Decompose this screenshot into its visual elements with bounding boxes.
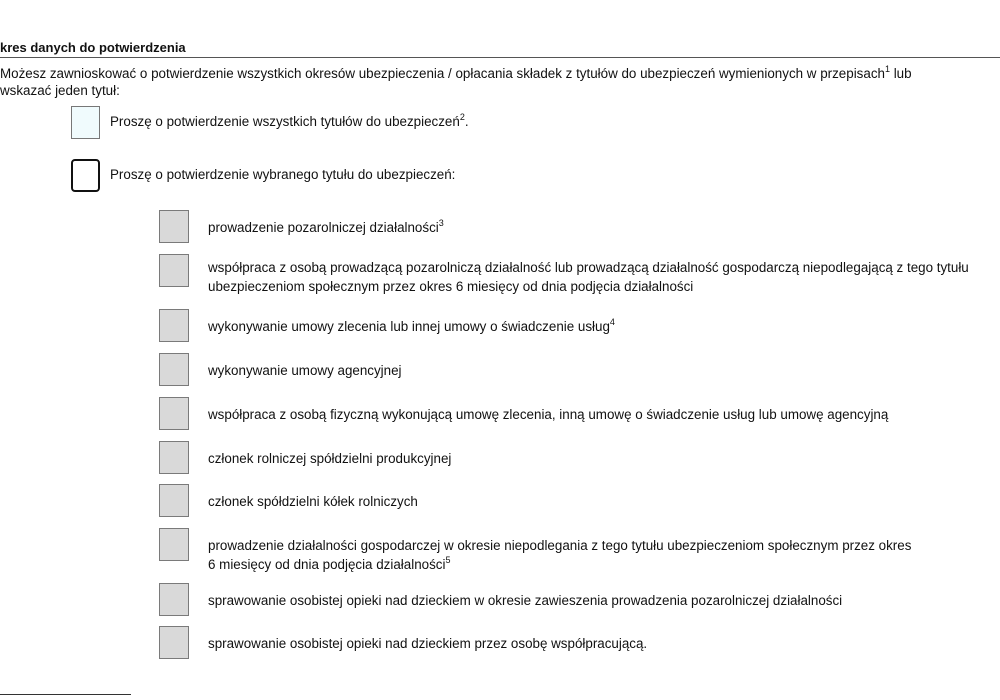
footnote-ref-1: 1 [884, 63, 890, 74]
intro-line-1 [0, 65, 990, 82]
intro-line-1-text: Możesz zawnioskować o potwierdzenie wszystkich okresów ubezpieczenia / opłacania składek z tytułów do ubezpieczeń wymienionych w przepisach [0, 66, 885, 81]
option-all-titles-text: Proszę o potwierdzenie wszystkich tytułów do ubezpieczeń [110, 114, 460, 129]
intro-line-1-end: lub [889, 66, 912, 81]
option-selected-title-label: Proszę o potwierdzenie wybranego tytułu do ubezpieczeń: [110, 167, 456, 182]
title-checkbox[interactable] [159, 626, 189, 659]
title-label-line-1: współpraca z osobą prowadzącą pozarolniczą działalność lub prowadzącą działalność gospodarczą niepodlegającą z tego tytułu [208, 260, 969, 275]
intro-text [0, 65, 990, 99]
section-title: kres danych do potwierdzenia [0, 40, 186, 55]
option-selected-title-checkbox[interactable] [71, 159, 100, 192]
title-label-text: wykonywanie umowy zlecenia lub innej umowy o świadczenie usług [208, 319, 610, 334]
option-all-titles-checkbox[interactable] [71, 106, 100, 139]
title-label: współpraca z osobą fizyczną wykonującą umowę zlecenia, inną umowę o świadczenie usług lub umowę agencyjną [208, 407, 889, 422]
footnote-ref-2: 2 [459, 111, 465, 122]
title-label: wykonywanie umowy agencyjnej [208, 363, 402, 378]
title-checkbox[interactable] [159, 441, 189, 474]
title-label-line-1: prowadzenie działalności gospodarczej w okresie niepodlegania z tego tytułu ubezpieczeniom społecznym przez okres [208, 538, 912, 553]
title-label [208, 218, 444, 237]
title-checkbox[interactable] [159, 353, 189, 386]
title-checkbox[interactable] [159, 210, 189, 243]
option-selected-title[interactable] [0, 159, 1000, 199]
title-label-text: prowadzenie pozarolniczej działalności [208, 220, 439, 235]
title-label-line-2-text: 6 miesięcy od dnia podjęcia działalności [208, 557, 446, 572]
footnote-ref-3: 3 [438, 217, 444, 228]
title-checkbox[interactable] [159, 528, 189, 561]
title-checkbox[interactable] [159, 309, 189, 342]
intro-line-2: wskazać jeden tytuł: [0, 83, 120, 98]
title-label: sprawowanie osobistej opieki nad dzieckiem przez osobę współpracującą. [208, 636, 648, 651]
option-all-titles[interactable] [0, 106, 1000, 146]
title-checkbox[interactable] [159, 397, 189, 430]
title-label: członek spółdzielni kółek rolniczych [208, 494, 418, 509]
title-label [208, 317, 615, 336]
title-label-line-2 [208, 555, 911, 574]
title-label: członek rolniczej spółdzielni produkcyjnej [208, 451, 452, 466]
title-label [208, 258, 969, 296]
footnote-ref-4: 4 [609, 316, 615, 327]
option-all-titles-end: . [464, 114, 469, 129]
option-all-titles-label [110, 111, 469, 129]
footnote-ref-5: 5 [445, 554, 451, 565]
title-checkbox[interactable] [159, 484, 189, 517]
section-title-rule [0, 57, 1000, 58]
title-label: sprawowanie osobistej opieki nad dzieckiem w okresie zawieszenia prowadzenia pozarolniczej działalności [208, 593, 843, 608]
title-label [208, 536, 911, 574]
title-checkbox[interactable] [159, 254, 189, 287]
title-checkbox[interactable] [159, 583, 189, 616]
footnote-separator [0, 694, 131, 695]
title-label-line-2: ubezpieczeniom społecznym przez okres 6 miesięcy od dnia podjęcia działalności [208, 279, 694, 294]
